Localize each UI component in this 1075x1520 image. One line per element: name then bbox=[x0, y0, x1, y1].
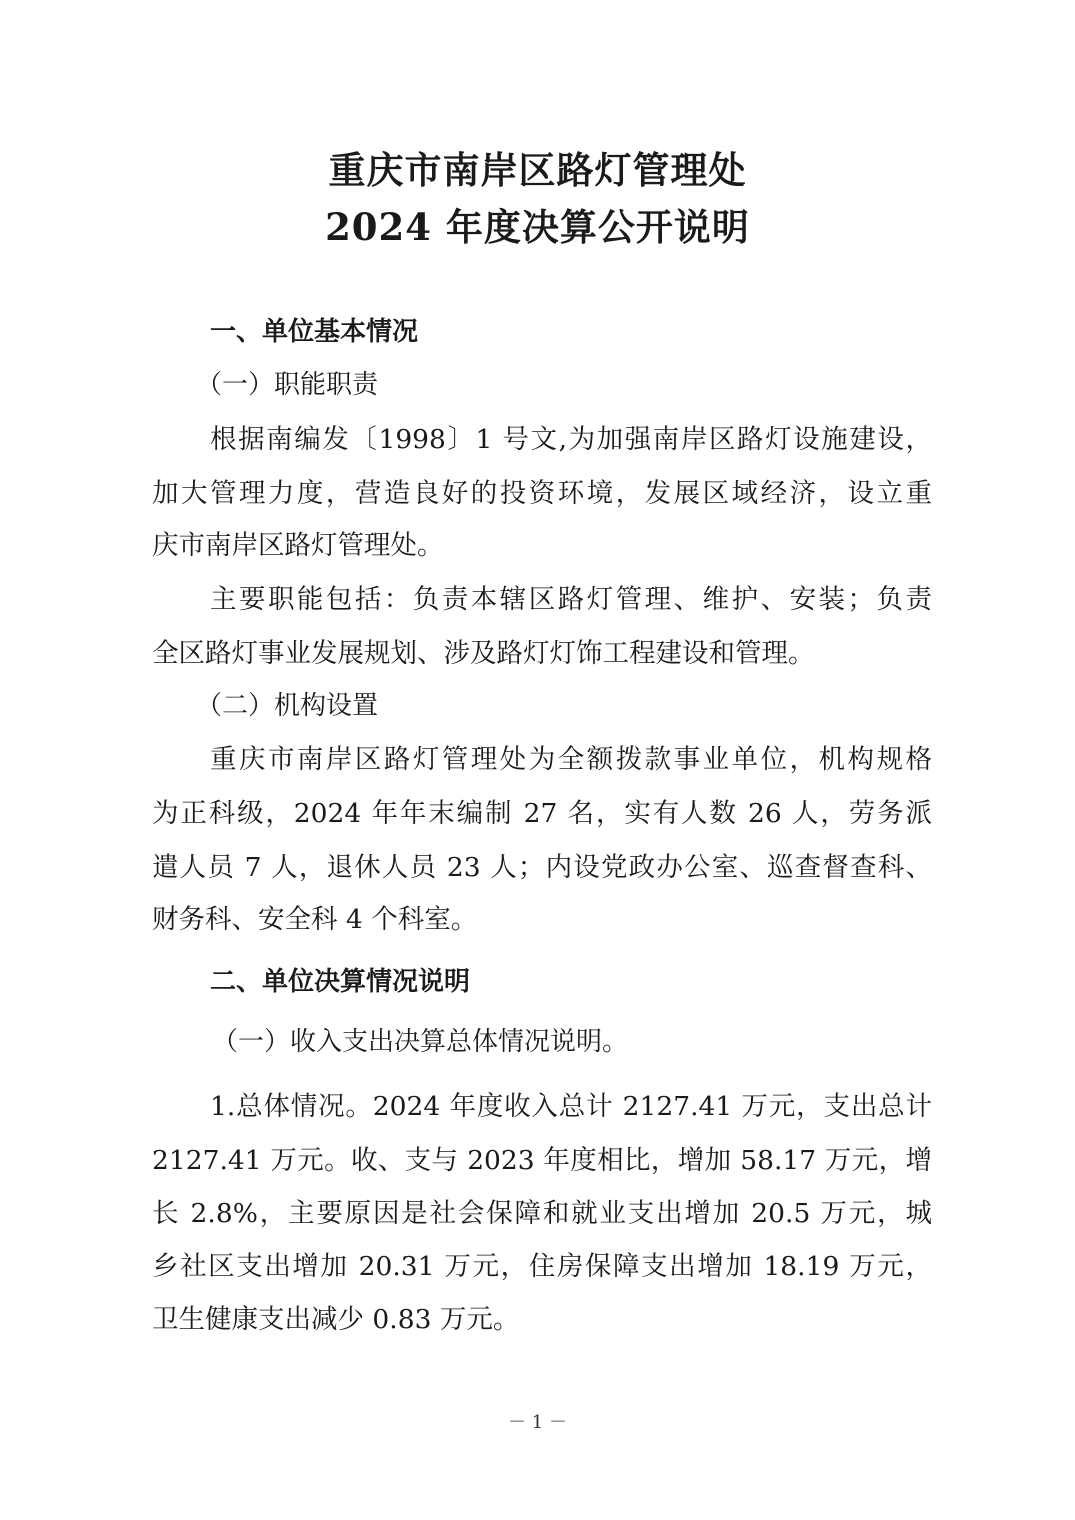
page-number: － 1 － bbox=[508, 1412, 567, 1433]
subsection-heading-1-1: （一）职能职责 bbox=[196, 370, 379, 400]
paragraph-line: 庆市南岸区路灯管理处。 bbox=[152, 530, 444, 561]
paragraph-line: 财务科、安全科 4 个科室。 bbox=[152, 904, 478, 935]
paragraph-line: 卫生健康支出减少 0.83 万元。 bbox=[152, 1304, 520, 1335]
paragraph-line: 长 2.8%，主要原因是社会保障和就业支出增加 20.5 万元，城 bbox=[152, 1198, 932, 1229]
paragraph-line: 遣人员 7 人，退休人员 23 人；内设党政办公室、巡查督查科、 bbox=[152, 852, 932, 883]
paragraph-line: 根据南编发〔1998〕1 号文,为加强南岸区路灯设施建设， bbox=[210, 424, 932, 455]
section-heading-2: 二、单位决算情况说明 bbox=[210, 967, 471, 997]
paragraph-line: 主要职能包括：负责本辖区路灯管理、维护、安装；负责 bbox=[210, 584, 932, 615]
paragraph-line: 乡社区支出增加 20.31 万元，住房保障支出增加 18.19 万元， bbox=[152, 1251, 932, 1282]
document-title-line1: 重庆市南岸区路灯管理处 bbox=[328, 148, 747, 192]
paragraph-line: 重庆市南岸区路灯管理处为全额拨款事业单位，机构规格 bbox=[210, 744, 932, 775]
paragraph-line: 1.总体情况。2024 年度收入总计 2127.41 万元，支出总计 bbox=[210, 1091, 932, 1122]
paragraph-line: 2127.41 万元。收、支与 2023 年度相比，增加 58.17 万元，增 bbox=[152, 1145, 932, 1176]
section-heading-1: 一、单位基本情况 bbox=[210, 317, 419, 347]
paragraph-line: 全区路灯事业发展规划、涉及路灯灯饰工程建设和管理。 bbox=[152, 638, 815, 669]
subsection-heading-1-2: （二）机构设置 bbox=[196, 691, 379, 721]
subsection-heading-2-1: （一）收入支出决算总体情况说明。 bbox=[212, 1027, 629, 1057]
document-title-line2: 2024 年度决算公开说明 bbox=[325, 205, 750, 249]
paragraph-line: 为正科级，2024 年年末编制 27 名，实有人数 26 人，劳务派 bbox=[152, 798, 932, 829]
paragraph-line: 加大管理力度，营造良好的投资环境，发展区域经济，设立重 bbox=[152, 478, 932, 509]
